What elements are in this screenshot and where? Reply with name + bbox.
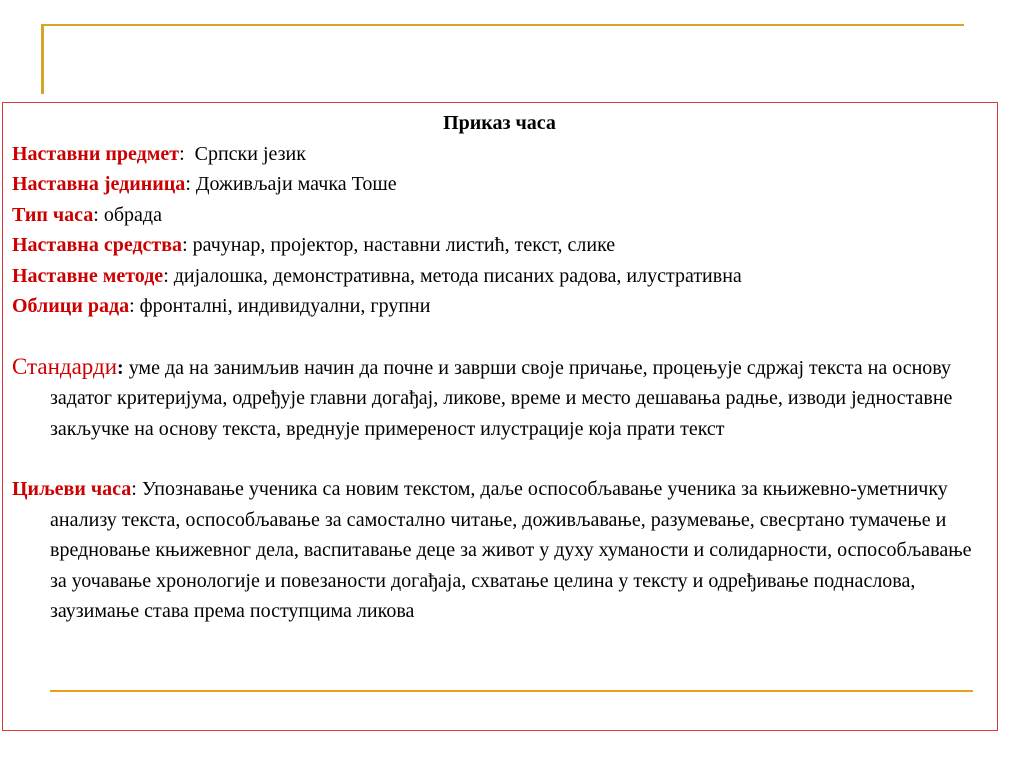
field-label: Наставна средства	[12, 234, 183, 256]
field-value: фронталнi, индивидуални, групни	[139, 295, 431, 317]
goals-text: Упознавање ученика са новим текстом, даље оспособљавање ученика за књижевно-уметничку анализу текста, оспособљавање за самостално читање, доживљавање, разумевање, свесртано тумачење и вредновање књижевног дела, васпитавање деце за живот у духу хуманости и солидарности, оспособљавање за уочавање хронологије и повезаности догађаја, схватање целина у тексту и одређивање поднаслова, заузимање става према поступцима ликова	[50, 478, 972, 622]
field-separator: :	[129, 295, 140, 317]
field-label: Наставна јединица	[12, 173, 186, 195]
spacer	[12, 322, 987, 352]
decorative-top-line	[41, 24, 964, 26]
field-label: Наставни предмет	[12, 142, 180, 165]
field-separator: :	[185, 173, 196, 195]
field-separator: :	[179, 142, 195, 165]
standards-separator: :	[117, 356, 129, 379]
standards-label: Стандарди	[12, 353, 118, 379]
field-value: Српски језик	[194, 142, 306, 165]
field-lesson-type	[12, 200, 987, 231]
field-subject	[12, 139, 987, 170]
standards-text: уме да на занимљив начин да почне и заврши своје причање, процењује сдржај текста на основу задатог критеријума, одређује главни догађај, ликове, време и место дешавања радње, изводи једноставне закључке на основу текста, вреднује примереност илустрације која прати текст	[50, 356, 953, 440]
goals-separator: :	[131, 478, 142, 500]
field-work-forms	[12, 291, 987, 322]
spacer	[12, 444, 987, 474]
field-teaching-methods	[12, 261, 987, 292]
field-teaching-aids	[12, 230, 987, 261]
field-label: Тип часа	[12, 203, 94, 226]
field-label: Наставне методе	[12, 264, 164, 287]
page-title: Приказ часа	[443, 112, 556, 134]
field-separator: :	[163, 264, 174, 287]
field-value: рачунар, пројектор, наставни листић, текст, слике	[192, 234, 616, 256]
goals-label: Циљеви часа	[12, 478, 132, 500]
field-value: обрада	[103, 203, 162, 226]
lesson-overview	[12, 108, 987, 627]
standards-paragraph	[12, 352, 987, 445]
decorative-bottom-line	[50, 690, 973, 692]
goals-paragraph	[12, 474, 987, 627]
field-value: дијалошка, демонстративна, метода писаних радова, илустративна	[173, 264, 742, 287]
field-separator: :	[182, 234, 193, 256]
field-separator: :	[93, 203, 104, 226]
field-label: Облици рада	[12, 295, 130, 317]
field-value: Доживљаји мачка Тоше	[195, 173, 397, 195]
decorative-left-line	[41, 24, 44, 94]
field-unit	[12, 169, 987, 200]
